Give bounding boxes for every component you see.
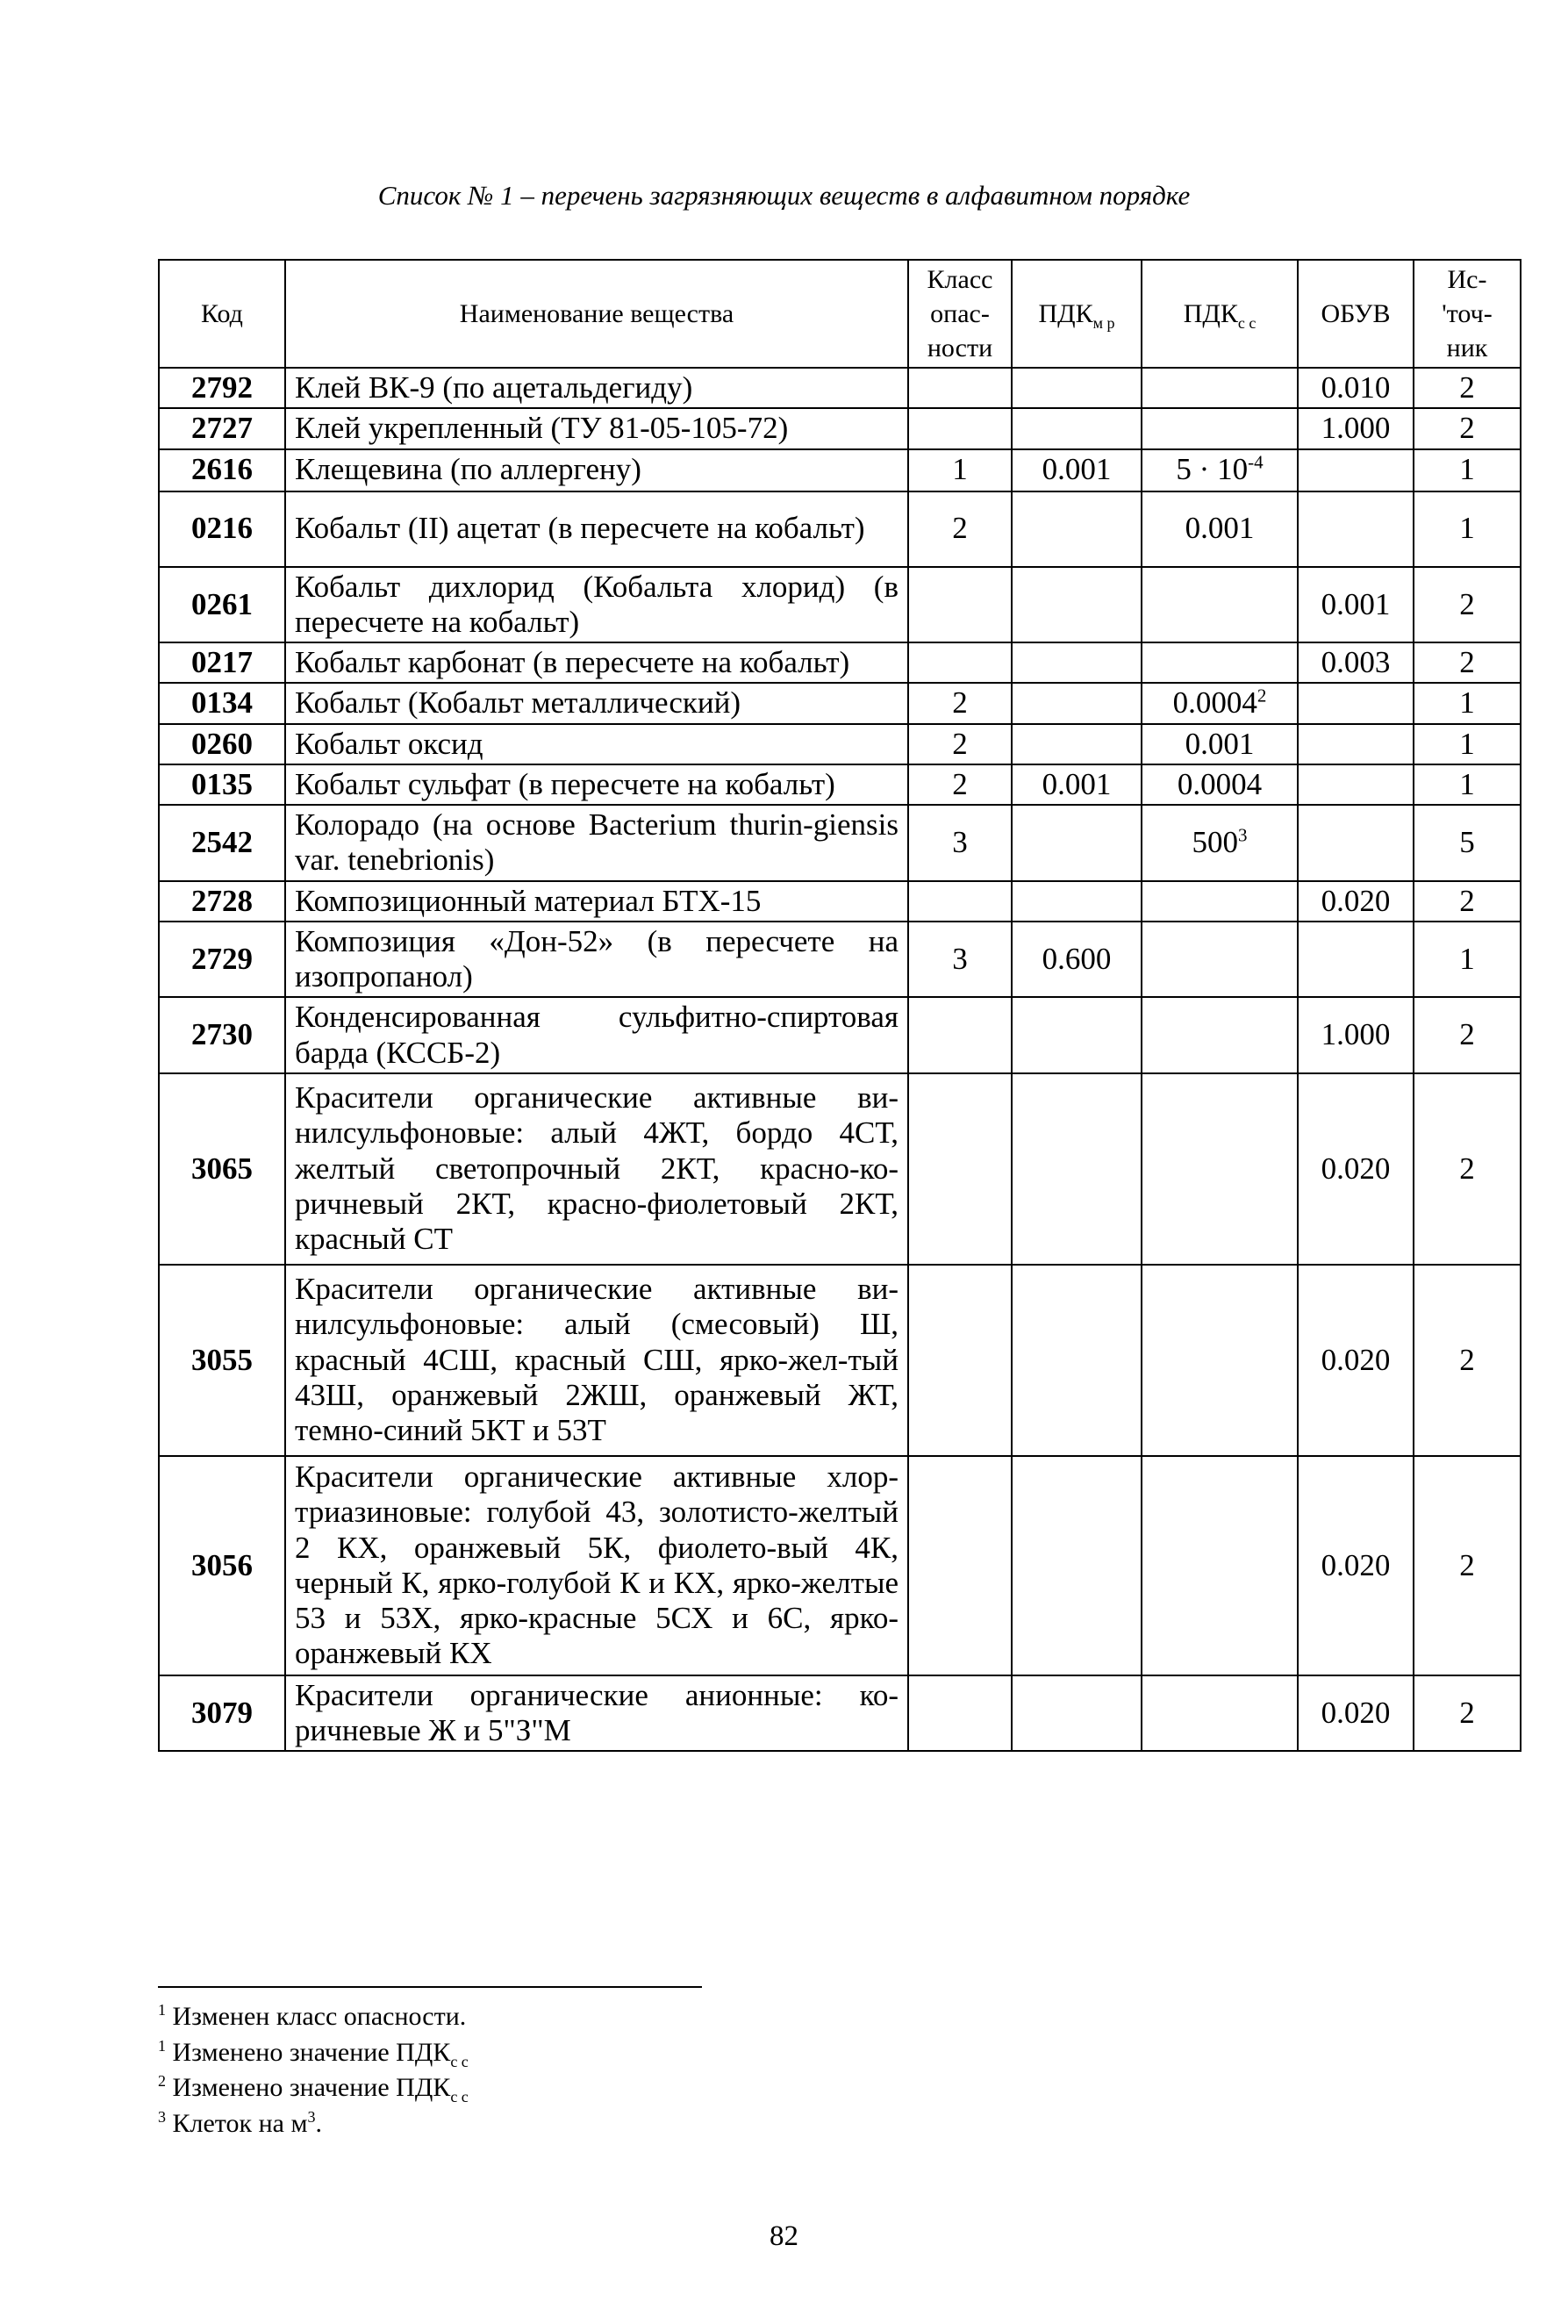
source-cell-text: 2 — [1459, 1695, 1475, 1730]
name-cell — [285, 567, 908, 643]
code-cell — [159, 724, 285, 764]
code-cell — [159, 1456, 285, 1675]
hazard-class-cell-text: 2 — [952, 685, 968, 721]
name-cell — [285, 1675, 908, 1752]
name-cell-text: Колорадо (на основе Bacterium thurin-giensis var. tenebrionis) — [295, 807, 899, 878]
hazard-class-cell-text: 3 — [952, 825, 968, 860]
header-code: Код — [159, 260, 285, 368]
obuv-cell — [1298, 997, 1414, 1073]
footnote-subscript: с с — [450, 2052, 469, 2070]
footnote-subscript: с с — [450, 2088, 469, 2105]
pdk-mr-cell — [1012, 567, 1142, 643]
source-cell — [1414, 683, 1521, 723]
hazard-class-cell-text: 2 — [952, 726, 968, 761]
name-cell-text: Красители органические активные хлор-триазиновые: голубой 43, золотисто-желтый 2 КХ, оранжевый 5К, фиолето-вый 4К, черный К, ярко-голубой К и КХ, ярко-желтые 53 и 53Х, ярко-красные 5СХ и 6С, ярко-оранжевый КХ — [295, 1460, 899, 1671]
hazard-class-cell-text: 3 — [952, 941, 968, 976]
pdk-ss-cell — [1142, 922, 1298, 998]
code-cell-text: 0134 — [191, 685, 253, 721]
source-cell-text: 1 — [1459, 941, 1475, 976]
source-cell — [1414, 724, 1521, 764]
header-hazard: Класс опас-ности — [908, 260, 1012, 368]
source-cell — [1414, 491, 1521, 567]
code-cell — [159, 491, 285, 567]
pdk-mr-cell — [1012, 922, 1142, 998]
code-cell-text: 2727 — [191, 411, 253, 446]
source-cell — [1414, 1073, 1521, 1265]
code-cell-text: 0260 — [191, 726, 253, 761]
name-cell — [285, 491, 908, 567]
footnote-mark: 1 — [158, 2036, 166, 2055]
hazard-class-cell — [908, 922, 1012, 998]
obuv-cell — [1298, 642, 1414, 683]
table-row — [159, 764, 1521, 805]
obuv-cell — [1298, 368, 1414, 408]
name-cell — [285, 724, 908, 764]
code-cell-text: 0217 — [191, 645, 253, 679]
name-cell-text: Клещевина (по аллергену) — [295, 452, 641, 487]
pdk-ss-cell — [1142, 491, 1298, 567]
code-cell — [159, 1073, 285, 1265]
hazard-class-cell — [908, 1073, 1012, 1265]
header-obuv: ОБУВ — [1298, 260, 1414, 368]
table-row — [159, 881, 1521, 922]
obuv-cell — [1298, 567, 1414, 643]
pdk-mr-cell — [1012, 724, 1142, 764]
obuv-cell-text: 0.020 — [1321, 1151, 1391, 1186]
table-body — [159, 368, 1521, 1751]
obuv-cell — [1298, 1456, 1414, 1675]
obuv-cell — [1298, 881, 1414, 922]
code-cell — [159, 683, 285, 723]
name-cell-text: Кобальт карбонат (в пересчете на кобальт) — [295, 645, 850, 679]
footnote — [158, 2106, 469, 2142]
header-pdk-ss — [1142, 260, 1298, 368]
name-cell-text: Композиционный материал БТХ-15 — [295, 883, 762, 918]
hazard-class-cell — [908, 805, 1012, 881]
pdk-mr-cell — [1012, 1073, 1142, 1265]
code-cell-text: 0216 — [191, 511, 253, 546]
pdk-ss-cell-text: 0.001 — [1185, 511, 1255, 546]
name-cell — [285, 368, 908, 408]
name-cell-text: Клей укрепленный (ТУ 81-05-105-72) — [295, 411, 789, 446]
name-cell-text: Кобальт сульфат (в пересчете на кобальт) — [295, 766, 835, 801]
obuv-cell — [1298, 805, 1414, 881]
pdk-ss-cell-text: 5 · 10 — [1176, 452, 1249, 487]
obuv-cell-text: 0.020 — [1321, 1342, 1391, 1377]
pdk-mr-cell-text: 0.600 — [1042, 941, 1112, 976]
name-cell-text: Красители органические активные ви-нилсульфоновые: алый 4ЖТ, бордо 4СТ, желтый светопрочный 2КТ, красно-ко-ричневый 2КТ, красно-фиолетовый 2КТ, красный СТ — [295, 1080, 899, 1257]
footnote — [158, 2035, 469, 2071]
name-cell-text: Композиция «Дон-52» (в пересчете на изопропанол) — [295, 923, 899, 993]
pdk-mr-cell — [1012, 764, 1142, 805]
pdk-ss-cell — [1142, 1675, 1298, 1752]
code-cell — [159, 997, 285, 1073]
hazard-class-cell — [908, 491, 1012, 567]
pdk-ss-cell — [1142, 724, 1298, 764]
pdk-mr-cell — [1012, 881, 1142, 922]
hazard-class-cell — [908, 368, 1012, 408]
table-row — [159, 724, 1521, 764]
name-cell — [285, 683, 908, 723]
table-row — [159, 368, 1521, 408]
table-row — [159, 642, 1521, 683]
hazard-class-cell — [908, 764, 1012, 805]
hazard-class-cell-text: 2 — [952, 766, 968, 801]
pdk-ss-superscript: -4 — [1248, 451, 1264, 473]
source-cell-text: 1 — [1459, 452, 1475, 487]
pdk-ss-cell — [1142, 368, 1298, 408]
code-cell — [159, 642, 285, 683]
name-cell — [285, 408, 908, 448]
pdk-mr-cell — [1012, 491, 1142, 567]
source-cell — [1414, 805, 1521, 881]
obuv-cell — [1298, 1675, 1414, 1752]
obuv-cell-text: 0.020 — [1321, 1695, 1391, 1730]
pdk-ss-cell — [1142, 805, 1298, 881]
obuv-cell — [1298, 408, 1414, 448]
footnote-mark: 3 — [158, 2107, 166, 2126]
hazard-class-cell — [908, 567, 1012, 643]
source-cell — [1414, 449, 1521, 491]
source-cell-text: 5 — [1459, 825, 1475, 860]
code-cell-text: 2616 — [191, 452, 253, 487]
obuv-cell — [1298, 1265, 1414, 1456]
pdk-ss-cell-text: 0.0004 — [1177, 766, 1263, 801]
obuv-cell-text: 0.003 — [1321, 645, 1391, 679]
name-cell-text: Кобальт дихлорид (Кобальта хлорид) (в пересчете на кобальт) — [295, 569, 899, 639]
substances-table — [158, 259, 1521, 1752]
code-cell-text: 3056 — [191, 1547, 253, 1582]
pdk-ss-cell — [1142, 881, 1298, 922]
code-cell-text: 2728 — [191, 883, 253, 918]
pdk-ss-cell — [1142, 1456, 1298, 1675]
code-cell — [159, 1675, 285, 1752]
pdk-mr-cell-text: 0.001 — [1042, 452, 1112, 487]
obuv-cell-text: 0.001 — [1321, 586, 1391, 621]
hazard-class-cell-text: 1 — [952, 452, 968, 487]
source-cell-text: 1 — [1459, 726, 1475, 761]
code-cell — [159, 805, 285, 881]
pdk-ss-cell-text: 0.001 — [1185, 726, 1255, 761]
pdk-ss-cell — [1142, 764, 1298, 805]
name-cell — [285, 1265, 908, 1456]
source-cell-text: 2 — [1459, 370, 1475, 405]
footnotes — [158, 1999, 469, 2141]
obuv-cell-text: 0.020 — [1321, 883, 1391, 918]
hazard-class-cell-text: 2 — [952, 511, 968, 546]
code-cell — [159, 1265, 285, 1456]
name-cell — [285, 642, 908, 683]
name-cell — [285, 881, 908, 922]
pdk-ss-cell — [1142, 567, 1298, 643]
table-row — [159, 491, 1521, 567]
hazard-class-cell — [908, 642, 1012, 683]
source-cell — [1414, 997, 1521, 1073]
header-pdk-ss-label: ПДК — [1183, 299, 1238, 328]
code-cell-text: 0135 — [191, 766, 253, 801]
source-cell-text: 1 — [1459, 511, 1475, 546]
obuv-cell-text: 1.000 — [1321, 411, 1391, 446]
table-row — [159, 1675, 1521, 1752]
code-cell — [159, 408, 285, 448]
table-header-row — [159, 260, 1521, 368]
hazard-class-cell — [908, 408, 1012, 448]
pdk-ss-cell — [1142, 997, 1298, 1073]
footnote-divider — [158, 1986, 702, 1988]
pdk-mr-cell — [1012, 642, 1142, 683]
code-cell — [159, 567, 285, 643]
name-cell-text: Кобальт (II) ацетат (в пересчете на кобальт) — [295, 511, 865, 546]
footnote-superscript: 3 — [307, 2107, 316, 2126]
footnote-mark: 1 — [158, 2001, 166, 2019]
footnote-text: Изменено значение ПДК — [172, 2037, 451, 2067]
obuv-cell — [1298, 1073, 1414, 1265]
table-row — [159, 449, 1521, 491]
source-cell-text: 2 — [1459, 411, 1475, 446]
obuv-cell-text: 1.000 — [1321, 1017, 1391, 1052]
pdk-mr-cell-text: 0.001 — [1042, 766, 1112, 801]
name-cell — [285, 1456, 908, 1675]
name-cell-text: Клей ВК-9 (по ацетальдегиду) — [295, 370, 693, 405]
obuv-cell — [1298, 764, 1414, 805]
name-cell-text: Красители органические активные ви-нилсульфоновые: алый (смесовый) Ш, красный 4СШ, красный СШ, ярко-жел-тый 43Ш, оранжевый 2ЖШ, оранжевый ЖТ, темно-синий 5КТ и 53Т — [295, 1272, 899, 1448]
hazard-class-cell — [908, 683, 1012, 723]
pdk-ss-cell — [1142, 449, 1298, 491]
code-cell — [159, 764, 285, 805]
pdk-mr-cell — [1012, 805, 1142, 881]
source-cell — [1414, 922, 1521, 998]
name-cell-text: Красители органические анионные: ко-ричневые Ж и 5"З"М — [295, 1677, 899, 1747]
source-cell — [1414, 1265, 1521, 1456]
source-cell-text: 2 — [1459, 1547, 1475, 1582]
name-cell-text: Кобальт (Кобальт металлический) — [295, 685, 741, 721]
hazard-class-cell — [908, 997, 1012, 1073]
source-cell-text: 2 — [1459, 1342, 1475, 1377]
pdk-mr-cell — [1012, 1675, 1142, 1752]
hazard-class-cell — [908, 1675, 1012, 1752]
footnote — [158, 2070, 469, 2106]
name-cell — [285, 997, 908, 1073]
code-cell-text: 2729 — [191, 941, 253, 976]
obuv-cell — [1298, 449, 1414, 491]
footnote-text: . — [315, 2108, 322, 2138]
code-cell — [159, 881, 285, 922]
hazard-class-cell — [908, 1456, 1012, 1675]
code-cell-text: 2730 — [191, 1017, 253, 1052]
name-cell — [285, 764, 908, 805]
source-cell-text: 1 — [1459, 685, 1475, 721]
page-title: Список № 1 – перечень загрязняющих веществ в алфавитном порядке — [377, 180, 1191, 211]
header-pdk-ss-sub: с с — [1237, 314, 1257, 332]
footnote — [158, 1999, 469, 2035]
source-cell — [1414, 764, 1521, 805]
footnote-text: Клеток на м — [172, 2108, 308, 2138]
code-cell — [159, 922, 285, 998]
footnote-text: Изменен класс опасности. — [172, 2002, 467, 2031]
header-pdk-mr-sub: м р — [1092, 314, 1115, 332]
name-cell — [285, 805, 908, 881]
name-cell-text: Кобальт оксид — [295, 726, 483, 761]
source-cell-text: 2 — [1459, 883, 1475, 918]
code-cell-text: 3055 — [191, 1342, 253, 1377]
hazard-class-cell — [908, 1265, 1012, 1456]
header-pdk-mr-label: ПДК — [1038, 299, 1093, 328]
source-cell — [1414, 408, 1521, 448]
pdk-mr-cell — [1012, 683, 1142, 723]
obuv-cell — [1298, 724, 1414, 764]
source-cell-text: 2 — [1459, 1151, 1475, 1186]
name-cell — [285, 449, 908, 491]
table-row — [159, 1265, 1521, 1456]
obuv-cell — [1298, 683, 1414, 723]
source-cell-text: 2 — [1459, 1017, 1475, 1052]
obuv-cell — [1298, 922, 1414, 998]
pdk-ss-superscript: 3 — [1238, 824, 1248, 846]
code-cell-text: 0261 — [191, 586, 253, 621]
pdk-ss-cell — [1142, 1073, 1298, 1265]
pdk-ss-cell — [1142, 642, 1298, 683]
hazard-class-cell — [908, 724, 1012, 764]
table-row — [159, 1073, 1521, 1265]
pdk-mr-cell — [1012, 997, 1142, 1073]
header-pdk-mr — [1012, 260, 1142, 368]
pdk-ss-cell-text: 0.0004 — [1172, 685, 1257, 721]
footnote-mark: 2 — [158, 2072, 166, 2090]
obuv-cell-text: 0.020 — [1321, 1547, 1391, 1582]
pdk-mr-cell — [1012, 449, 1142, 491]
pdk-ss-cell — [1142, 683, 1298, 723]
pdk-mr-cell — [1012, 408, 1142, 448]
source-cell — [1414, 368, 1521, 408]
page-number: 82 — [770, 2220, 798, 2252]
name-cell — [285, 922, 908, 998]
table-row — [159, 683, 1521, 723]
pdk-mr-cell — [1012, 1265, 1142, 1456]
header-name: Наименование вещества — [285, 260, 908, 368]
table-row — [159, 922, 1521, 998]
source-cell — [1414, 1456, 1521, 1675]
obuv-cell — [1298, 491, 1414, 567]
code-cell-text: 2792 — [191, 370, 253, 405]
pdk-ss-superscript: 2 — [1257, 685, 1267, 707]
source-cell-text: 1 — [1459, 766, 1475, 801]
code-cell — [159, 449, 285, 491]
header-source: Ис-'точ-ник — [1414, 260, 1521, 368]
pdk-mr-cell — [1012, 368, 1142, 408]
source-cell — [1414, 642, 1521, 683]
pdk-ss-cell — [1142, 1265, 1298, 1456]
name-cell-text: Конденсированная сульфитно-спиртовая барда (КССБ-2) — [295, 1000, 899, 1070]
table-row — [159, 997, 1521, 1073]
name-cell — [285, 1073, 908, 1265]
code-cell-text: 2542 — [191, 825, 253, 860]
table-row — [159, 408, 1521, 448]
source-cell — [1414, 1675, 1521, 1752]
hazard-class-cell — [908, 881, 1012, 922]
source-cell — [1414, 567, 1521, 643]
footnote-text: Изменено значение ПДК — [172, 2073, 451, 2102]
obuv-cell-text: 0.010 — [1321, 370, 1391, 405]
source-cell-text: 2 — [1459, 586, 1475, 621]
source-cell-text: 2 — [1459, 645, 1475, 679]
code-cell-text: 3065 — [191, 1151, 253, 1186]
hazard-class-cell — [908, 449, 1012, 491]
code-cell-text: 3079 — [191, 1695, 253, 1730]
pdk-ss-cell — [1142, 408, 1298, 448]
source-cell — [1414, 881, 1521, 922]
pdk-ss-cell-text: 500 — [1192, 825, 1238, 860]
pdk-mr-cell — [1012, 1456, 1142, 1675]
code-cell — [159, 368, 285, 408]
table-row — [159, 1456, 1521, 1675]
table-row — [159, 805, 1521, 881]
table-row — [159, 567, 1521, 643]
